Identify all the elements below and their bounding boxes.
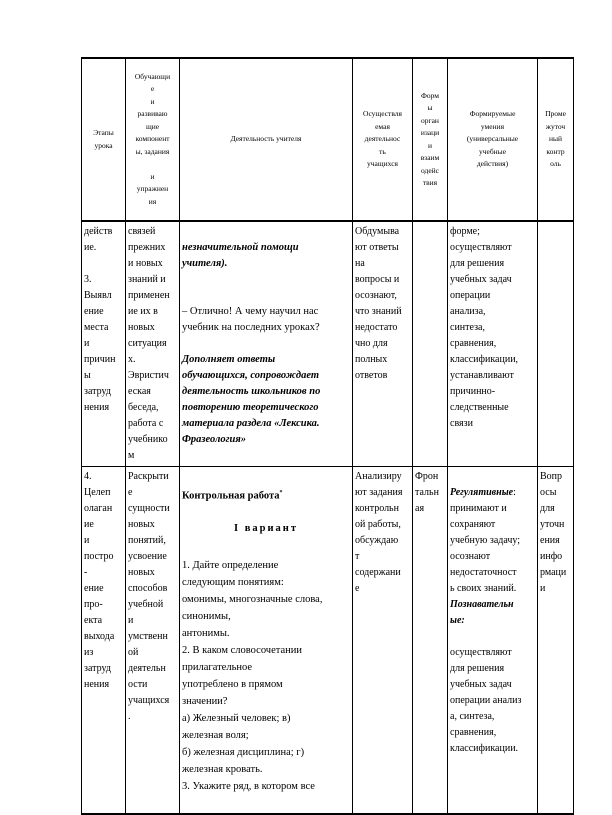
header-components: Обучающи e и развиваю щие компонент ы, задания и упражнен ия: [126, 58, 180, 221]
teacher-cell: [180, 221, 353, 467]
forms-cell: Фрон тальн ая: [413, 467, 448, 814]
students-cell: Обдумыва ют ответы на вопросы и осознают, что знаний недостато чно для полных ответов: [353, 221, 413, 467]
work-title: [182, 485, 350, 505]
stage-cell: действ ие. 3. Выявл ение места и причин ы затруд нения: [82, 221, 126, 467]
header-forms: Форм ы орган изаци и взаим одейс твия: [413, 58, 448, 221]
control-cell: Вопр осы для уточн ения инфо рмаци и: [538, 467, 574, 814]
header-skills: Формируемые умения (универсальные учебные действия): [448, 58, 538, 221]
header-stages: Этапы урока: [82, 58, 126, 221]
lesson-table: [81, 57, 574, 815]
teacher-speech: – Отлично! А чему научил нас учебник на последних уроках?: [182, 306, 320, 333]
header-teacher: Деятельность учителя: [180, 58, 353, 221]
components-cell: Раскрыти е сущности новых понятий, усвоение новых способов учебной и умственн ой деятельн ости учащихся .: [126, 467, 180, 814]
tasks-text: 1. Дайте определение следующим понятиям: омонимы, многозначные слова, синонимы, антонимы. 2. В каком словосочетании прилагательное употреблено в прямом значении? а) Железный человек; в) железная воля; б) железная дисциплина; г) железная кровать. 3. Укажите ряд, в котором все: [182, 559, 323, 792]
table-header-row: [82, 58, 574, 221]
table-row: [82, 467, 574, 814]
header-control: Проме жуточ ный контр оль: [538, 58, 574, 221]
teacher-note: Дополняет ответы обучающихся, сопровождает деятельность школьников по повторению теоретического материала раздела «Лексика. Фразеология»: [182, 354, 321, 445]
components-cell: связей прежних и новых знаний и применен ие их в новых ситуация х. Эвристич еская беседа, работа с учебнико м: [126, 221, 180, 467]
skills-cell: форме; осуществляют для решения учебных задач операции анализа, синтеза, сравнения, классификации, устанавливают причинно- следственные связи: [448, 221, 538, 467]
table-row: [82, 221, 574, 467]
stage-cell: 4. Целеп олаган ие и постро - ение про- екта выхода из затруд нения: [82, 467, 126, 814]
teacher-cell: [180, 467, 353, 814]
cognitive-title: Познавательн ые:: [450, 599, 514, 626]
header-students: Осуществля емая деятельнос ть учащихся: [353, 58, 413, 221]
forms-cell: [413, 221, 448, 467]
variant-title: I вариант: [234, 522, 298, 534]
cognitive-text: осуществляют для решения учебных задач операции анализ а, синтеза, сравнения, классификации.: [450, 647, 522, 754]
regulative-text: : принимают и сохраняют учебную задачу; осознают недостаточност ь своих знаний.: [450, 487, 521, 594]
footnote-mark: *: [279, 490, 283, 496]
work-title-text: Контрольная работа: [182, 490, 280, 502]
students-cell: Анализиру ют задания контрольн ой работы, обсуждаю т содержани е: [353, 467, 413, 814]
skills-cell: [448, 467, 538, 814]
teacher-note: незначительной помощи учителя).: [182, 242, 299, 269]
control-cell: [538, 221, 574, 467]
regulative-title: Регулятивные: [450, 487, 514, 498]
